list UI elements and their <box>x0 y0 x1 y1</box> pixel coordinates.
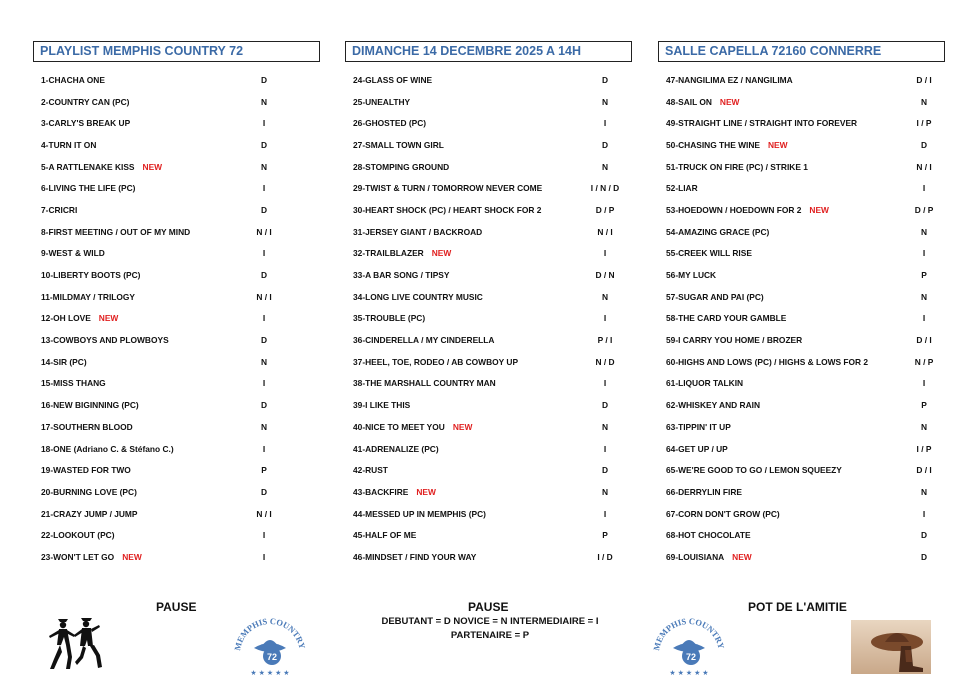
song-title: 51-TRUCK ON FIRE (PC) / STRIKE 1 <box>666 161 808 172</box>
playlist-row <box>666 459 938 481</box>
new-badge: NEW <box>768 139 788 150</box>
level-code: P <box>921 400 927 411</box>
song-title: 49-STRAIGHT LINE / STRAIGHT INTO FOREVER <box>666 118 858 129</box>
new-badge: NEW <box>122 551 142 562</box>
playlist-row <box>41 134 301 156</box>
song-title: 1-CHACHA ONE <box>41 74 105 85</box>
song-title: 64-GET UP / UP <box>666 443 728 454</box>
level-code: N <box>601 486 609 497</box>
level-code: D / P <box>595 204 615 215</box>
level-code: I <box>922 248 926 259</box>
level-code: D <box>260 74 268 85</box>
header-date: DIMANCHE 14 DECEMBRE 2025 A 14H <box>345 41 632 62</box>
song-title: 39-I LIKE THIS <box>353 400 411 411</box>
playlist-row <box>353 394 623 416</box>
song-title: 63-TIPPIN' IT UP <box>666 421 731 432</box>
song-title: 5-A RATTLENAKE KISS <box>41 161 135 172</box>
playlist-row <box>353 416 623 438</box>
level-code: N / I <box>256 226 272 237</box>
playlist-row <box>666 156 938 178</box>
level-code: I / P <box>916 118 932 129</box>
level-code: I <box>603 508 607 519</box>
playlist-row <box>41 286 301 308</box>
song-title: 38-THE MARSHALL COUNTRY MAN <box>353 378 496 389</box>
level-code: N <box>601 421 609 432</box>
song-title: 13-COWBOYS AND PLOWBOYS <box>41 335 169 346</box>
song-title: 40-NICE TO MEET YOU <box>353 421 445 432</box>
song-title: 24-GLASS OF WINE <box>353 74 433 85</box>
level-code: I <box>262 248 266 259</box>
song-title: 11-MILDMAY / TRILOGY <box>41 291 135 302</box>
playlist-row <box>666 373 938 395</box>
new-badge: NEW <box>452 421 473 432</box>
song-title: 43-BACKFIRE <box>353 486 409 497</box>
svg-text:★ ★ ★ ★ ★: ★ ★ ★ ★ ★ <box>669 670 709 677</box>
memphis-country-logo-icon <box>232 612 308 678</box>
playlist-row <box>666 91 938 113</box>
level-code: D <box>260 335 268 346</box>
playlist-row <box>666 243 938 265</box>
song-title: 21-CRAZY JUMP / JUMP <box>41 508 138 519</box>
song-title: 20-BURNING LOVE (PC) <box>41 486 137 497</box>
new-badge: NEW <box>719 96 740 107</box>
song-title: 44-MESSED UP IN MEMPHIS (PC) <box>353 508 486 519</box>
header-venue: SALLE CAPELLA 72160 CONNERRE <box>658 41 945 62</box>
playlist-row <box>353 438 623 460</box>
playlist-row <box>353 156 623 178</box>
level-code: N <box>260 161 268 172</box>
playlist-column-2 <box>353 69 623 568</box>
song-title: 23-WON'T LET GO <box>41 551 115 562</box>
playlist-row <box>41 329 301 351</box>
level-code: I <box>922 378 926 389</box>
new-badge: NEW <box>142 161 163 172</box>
level-code: I <box>262 551 266 562</box>
level-code: D / P <box>914 204 934 215</box>
playlist-row <box>666 394 938 416</box>
cowboy-hat-boot-photo-icon <box>851 620 931 674</box>
pause-label-center: PAUSE <box>468 600 509 614</box>
song-title: 52-LIAR <box>666 183 698 194</box>
playlist-row <box>353 264 623 286</box>
level-code: I / N / D <box>590 183 620 194</box>
playlist-row <box>41 394 301 416</box>
level-code: N / I <box>256 291 272 302</box>
header-playlist: PLAYLIST MEMPHIS COUNTRY 72 <box>33 41 320 62</box>
playlist-row <box>353 546 623 568</box>
song-title: 41-ADRENALIZE (PC) <box>353 443 439 454</box>
new-badge: NEW <box>416 486 436 497</box>
playlist-row <box>353 199 623 221</box>
level-code: N <box>601 161 609 172</box>
playlist-row <box>666 199 938 221</box>
new-badge: NEW <box>98 313 119 324</box>
song-title: 69-LOUISIANA <box>666 551 725 562</box>
playlist-row <box>353 112 623 134</box>
playlist-row <box>41 373 301 395</box>
song-title: 16-NEW BIGINNING (PC) <box>41 400 139 411</box>
song-title: 15-MISS THANG <box>41 378 106 389</box>
playlist-row <box>41 177 301 199</box>
level-code: I <box>262 313 266 324</box>
playlist-row <box>666 351 938 373</box>
playlist-row <box>41 112 301 134</box>
level-code: N / I <box>916 161 932 172</box>
song-title: 3-CARLY'S BREAK UP <box>41 118 131 129</box>
playlist-row <box>41 221 301 243</box>
pot-amitie-label: POT DE L'AMITIE <box>748 600 847 614</box>
level-legend-line-2: PARTENAIRE = P <box>450 630 530 641</box>
song-title: 17-SOUTHERN BLOOD <box>41 421 133 432</box>
playlist-row <box>353 134 623 156</box>
level-code: D <box>601 74 609 85</box>
playlist-row <box>41 91 301 113</box>
playlist-row <box>666 438 938 460</box>
playlist-row <box>666 481 938 503</box>
level-code: D <box>601 139 609 150</box>
playlist-row <box>666 221 938 243</box>
level-code: D <box>601 465 609 476</box>
song-title: 59-I CARRY YOU HOME / BROZER <box>666 335 803 346</box>
level-code: D / I <box>916 335 932 346</box>
level-code: I <box>262 183 266 194</box>
song-title: 4-TURN IT ON <box>41 139 97 150</box>
song-title: 57-SUGAR AND PAI (PC) <box>666 291 764 302</box>
playlist-row <box>666 503 938 525</box>
level-code: N / I <box>597 226 613 237</box>
song-title: 19-WASTED FOR TWO <box>41 465 131 476</box>
song-title: 7-CRICRI <box>41 204 78 215</box>
playlist-row <box>353 329 623 351</box>
song-title: 65-WE'RE GOOD TO GO / LEMON SQUEEZY <box>666 465 842 476</box>
song-title: 56-MY LUCK <box>666 270 717 281</box>
level-code: D <box>920 551 928 562</box>
playlist-row <box>41 438 301 460</box>
level-code: I <box>262 378 266 389</box>
level-code: P <box>261 465 267 476</box>
playlist-row <box>353 481 623 503</box>
level-code: N / P <box>914 356 934 367</box>
level-code: I <box>262 118 266 129</box>
playlist-row <box>353 503 623 525</box>
level-code: I <box>922 313 926 324</box>
playlist-row <box>666 524 938 546</box>
level-code: I <box>603 313 607 324</box>
level-code: I / D <box>597 551 613 562</box>
song-title: 34-LONG LIVE COUNTRY MUSIC <box>353 291 483 302</box>
level-code: D <box>601 400 609 411</box>
song-title: 22-LOOKOUT (PC) <box>41 530 115 541</box>
playlist-row <box>41 69 301 91</box>
playlist-row <box>41 459 301 481</box>
playlist-row <box>41 264 301 286</box>
svg-text:72: 72 <box>685 652 697 662</box>
level-code: N / D <box>595 356 615 367</box>
playlist-row <box>353 243 623 265</box>
song-title: 66-DERRYLIN FIRE <box>666 486 743 497</box>
song-title: 68-HOT CHOCOLATE <box>666 530 751 541</box>
playlist-row <box>41 416 301 438</box>
level-code: D <box>920 139 928 150</box>
song-title: 26-GHOSTED (PC) <box>353 118 427 129</box>
svg-text:MEMPHIS COUNTRY: MEMPHIS COUNTRY <box>232 615 308 652</box>
song-title: 50-CHASING THE WINE <box>666 139 760 150</box>
level-code: N <box>260 356 268 367</box>
song-title: 28-STOMPING GROUND <box>353 161 450 172</box>
level-code: D <box>920 530 928 541</box>
level-code: P / I <box>597 335 613 346</box>
playlist-row <box>41 481 301 503</box>
level-code: N <box>920 421 928 432</box>
playlist-row <box>41 156 301 178</box>
playlist-row <box>666 416 938 438</box>
playlist-row <box>41 351 301 373</box>
song-title: 29-TWIST & TURN / TOMORROW NEVER COME <box>353 183 543 194</box>
playlist-row <box>353 221 623 243</box>
playlist-row <box>353 373 623 395</box>
level-code: I <box>922 508 926 519</box>
playlist-row <box>41 546 301 568</box>
playlist-row <box>353 524 623 546</box>
playlist-row <box>666 69 938 91</box>
level-code: I / P <box>916 443 932 454</box>
song-title: 45-HALF OF ME <box>353 530 417 541</box>
level-code: I <box>603 248 607 259</box>
memphis-country-logo-icon <box>651 612 727 678</box>
song-title: 55-CREEK WILL RISE <box>666 248 752 259</box>
level-code: I <box>262 443 266 454</box>
song-title: 2-COUNTRY CAN (PC) <box>41 96 130 107</box>
level-code: I <box>603 443 607 454</box>
level-code: I <box>603 118 607 129</box>
song-title: 18-ONE (Adriano C. & Stéfano C.) <box>41 443 174 454</box>
playlist-row <box>353 351 623 373</box>
song-title: 62-WHISKEY AND RAIN <box>666 400 760 411</box>
new-badge: NEW <box>431 248 452 259</box>
level-code: N <box>920 96 928 107</box>
playlist-row <box>353 91 623 113</box>
song-title: 58-THE CARD YOUR GAMBLE <box>666 313 787 324</box>
song-title: 37-HEEL, TOE, RODEO / AB COWBOY UP <box>353 356 519 367</box>
level-code: D <box>260 486 268 497</box>
playlist-row <box>41 199 301 221</box>
svg-text:72: 72 <box>266 652 278 662</box>
pause-label-left: PAUSE <box>156 600 197 614</box>
song-title: 14-SIR (PC) <box>41 356 87 367</box>
dancers-silhouette-icon <box>44 613 106 675</box>
level-code: N / I <box>256 508 272 519</box>
song-title: 27-SMALL TOWN GIRL <box>353 139 444 150</box>
new-badge: NEW <box>732 551 752 562</box>
song-title: 60-HIGHS AND LOWS (PC) / HIGHS & LOWS FOR 2 <box>666 356 869 367</box>
level-code: I <box>603 378 607 389</box>
playlist-row <box>666 329 938 351</box>
level-code: P <box>602 530 608 541</box>
level-code: D / I <box>916 465 932 476</box>
song-title: 30-HEART SHOCK (PC) / HEART SHOCK FOR 2 <box>353 204 542 215</box>
playlist-row <box>41 524 301 546</box>
song-title: 35-TROUBLE (PC) <box>353 313 426 324</box>
playlist-row <box>666 546 938 568</box>
level-code: N <box>920 486 928 497</box>
song-title: 46-MINDSET / FIND YOUR WAY <box>353 551 477 562</box>
song-title: 12-OH LOVE <box>41 313 91 324</box>
level-code: D / N <box>595 270 615 281</box>
playlist-row <box>41 308 301 330</box>
song-title: 25-UNEALTHY <box>353 96 411 107</box>
svg-text:MEMPHIS COUNTRY: MEMPHIS COUNTRY <box>651 615 727 652</box>
song-title: 9-WEST & WILD <box>41 248 105 259</box>
playlist-row <box>666 112 938 134</box>
song-title: 32-TRAILBLAZER <box>353 248 424 259</box>
level-code: N <box>601 291 609 302</box>
song-title: 10-LIBERTY BOOTS (PC) <box>41 270 141 281</box>
song-title: 48-SAIL ON <box>666 96 712 107</box>
level-code: N <box>601 96 609 107</box>
level-legend-line-1: DEBUTANT = D NOVICE = N INTERMEDIAIRE = I <box>381 616 599 627</box>
level-code: D <box>260 400 268 411</box>
song-title: 47-NANGILIMA EZ / NANGILIMA <box>666 74 793 85</box>
level-code: D <box>260 204 268 215</box>
playlist-row <box>666 286 938 308</box>
level-code: N <box>260 96 268 107</box>
level-code: D <box>260 270 268 281</box>
playlist-row <box>353 286 623 308</box>
playlist-row <box>41 503 301 525</box>
playlist-row <box>353 177 623 199</box>
level-code: P <box>921 270 927 281</box>
playlist-row <box>666 308 938 330</box>
playlist-column-1 <box>41 69 301 568</box>
level-code: I <box>262 530 266 541</box>
playlist-row <box>41 243 301 265</box>
song-title: 53-HOEDOWN / HOEDOWN FOR 2 <box>666 204 802 215</box>
level-code: N <box>260 421 268 432</box>
song-title: 8-FIRST MEETING / OUT OF MY MIND <box>41 226 191 237</box>
playlist-row <box>666 264 938 286</box>
song-title: 54-AMAZING GRACE (PC) <box>666 226 770 237</box>
song-title: 33-A BAR SONG / TIPSY <box>353 270 450 281</box>
song-title: 61-LIQUOR TALKIN <box>666 378 744 389</box>
playlist-row <box>353 69 623 91</box>
song-title: 6-LIVING THE LIFE (PC) <box>41 183 136 194</box>
song-title: 31-JERSEY GIANT / BACKROAD <box>353 226 483 237</box>
new-badge: NEW <box>809 204 829 215</box>
level-code: D / I <box>916 74 932 85</box>
level-code: N <box>920 226 928 237</box>
playlist-row <box>353 308 623 330</box>
level-code: I <box>922 183 926 194</box>
level-code: N <box>920 291 928 302</box>
playlist-row <box>353 459 623 481</box>
playlist-row <box>666 134 938 156</box>
level-code: D <box>260 139 268 150</box>
playlist-row <box>666 177 938 199</box>
svg-text:★ ★ ★ ★ ★: ★ ★ ★ ★ ★ <box>250 670 290 677</box>
song-title: 36-CINDERELLA / MY CINDERELLA <box>353 335 495 346</box>
playlist-column-3 <box>666 69 938 568</box>
song-title: 42-RUST <box>353 465 388 476</box>
song-title: 67-CORN DON'T GROW (PC) <box>666 508 780 519</box>
